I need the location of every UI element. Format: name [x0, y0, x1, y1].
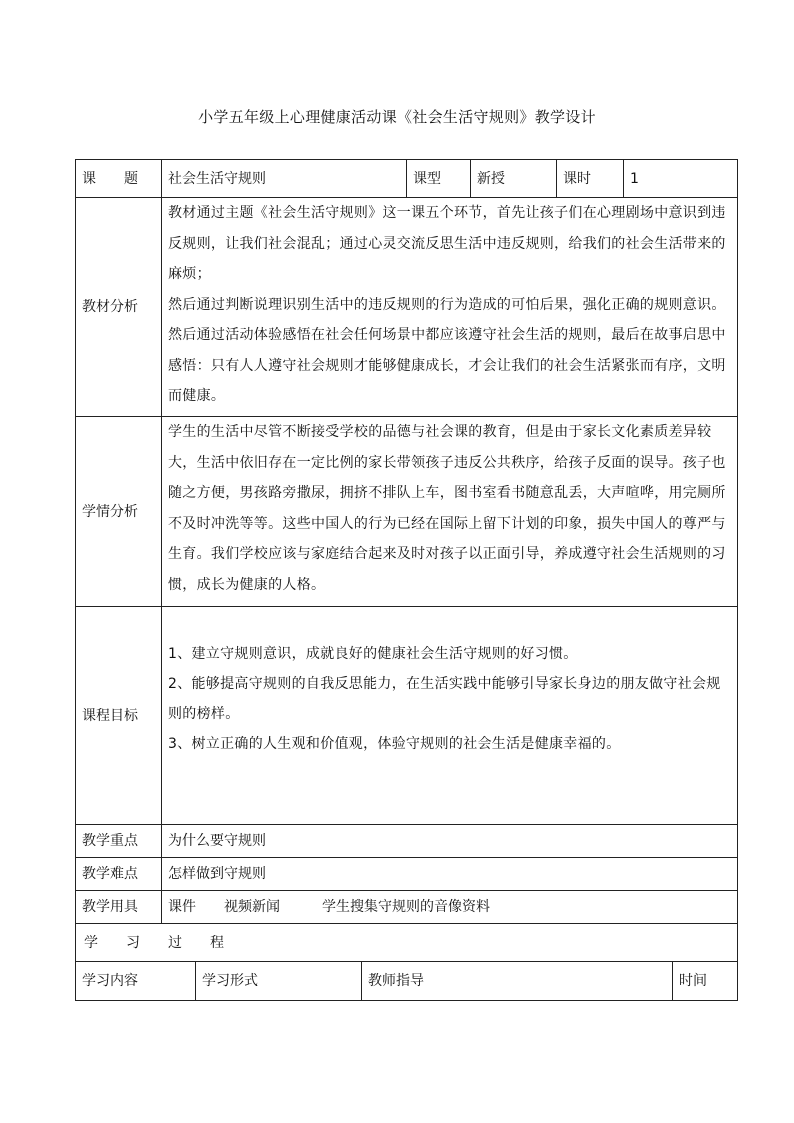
hours-label: 课时	[557, 160, 624, 198]
hours-value: 1	[624, 160, 738, 198]
tools-label: 教学用具	[76, 891, 162, 924]
analysis-content	[162, 198, 738, 417]
content-header: 学习内容	[76, 962, 196, 1001]
goals-label: 课程目标	[76, 607, 162, 825]
analysis-label: 教材分析	[76, 198, 162, 417]
key-point-value: 为什么要守规则	[162, 825, 738, 858]
key-point-row	[76, 825, 738, 858]
students-content	[162, 417, 738, 607]
form-header: 学习形式	[196, 962, 362, 1001]
goals-row	[76, 607, 738, 825]
document-title: 小学五年级上心理健康活动课《社会生活守规则》教学设计	[198, 108, 596, 126]
key-point-label: 教学重点	[76, 825, 162, 858]
process-header-row	[76, 962, 738, 1001]
students-paragraph: 学生的生活中尽管不断接受学校的品德与社会课的教育，但是由于家长文化素质差异较大，生活中依旧存在一定比例的家长带领孩子违反公共秩序，给孩子反面的误导。孩子也随之方便，男孩路旁撒尿，拥挤不排队上车，图书室看书随意乱丢，大声喧哗，用完厕所不及时冲洗等等。这些中国人的行为已经在国际上留下计划的印象，损失中国人的尊严与生育。我们学校应该与家庭结合起来及时对孩子以正面引导，养成遵守社会生活规则的习惯，成长为健康的人格。	[168, 424, 726, 593]
difficulty-label: 教学难点	[76, 858, 162, 891]
students-label: 学情分析	[76, 417, 162, 607]
type-label: 课型	[407, 160, 471, 198]
topic-label: 课 题	[76, 160, 162, 198]
type-value: 新授	[471, 160, 557, 198]
lesson-info-table	[75, 159, 738, 962]
goals-content	[162, 607, 738, 825]
students-row	[76, 417, 738, 607]
analysis-paragraph: 然后通过判断说理识别生活中的违反规则的行为造成的可怕后果，强化正确的规则意识。然后通过活动体验感悟在社会任何场景中都应该遵守社会生活的规则，最后在故事启思中感悟：只有人人遵守社会规则才能够健康成长，才会让我们的社会生活紧张而有序，文明而健康。	[168, 296, 726, 404]
process-label: 学 习 过 程	[76, 924, 738, 962]
process-row	[76, 924, 738, 962]
difficulty-row	[76, 858, 738, 891]
tools-value: 课件 视频新闻 学生搜集守规则的音像资料	[162, 891, 738, 924]
tools-row	[76, 891, 738, 924]
goal-item: 3、树立正确的人生观和价值观，体验守规则的社会生活是健康幸福的。	[168, 736, 621, 752]
time-header: 时间	[673, 962, 738, 1001]
analysis-row	[76, 198, 738, 417]
goal-item: 2、能够提高守规则的自我反思能力，在生活实践中能够引导家长身边的朋友做守社会规则的榜样。	[168, 676, 721, 722]
difficulty-value: 怎样做到守规则	[162, 858, 738, 891]
process-header-table	[75, 961, 738, 1001]
guide-header: 教师指导	[362, 962, 673, 1001]
analysis-paragraph: 教材通过主题《社会生活守规则》这一课五个环节，首先让孩子们在心理剧场中意识到违反规则，让我们社会混乱；通过心灵交流反思生活中违反规则，给我们的社会生活带来的麻烦；	[168, 205, 726, 282]
goal-item: 1、建立守规则意识，成就良好的健康社会生活守规则的好习惯。	[168, 646, 578, 662]
info-row	[76, 160, 738, 198]
topic-value: 社会生活守规则	[162, 160, 407, 198]
